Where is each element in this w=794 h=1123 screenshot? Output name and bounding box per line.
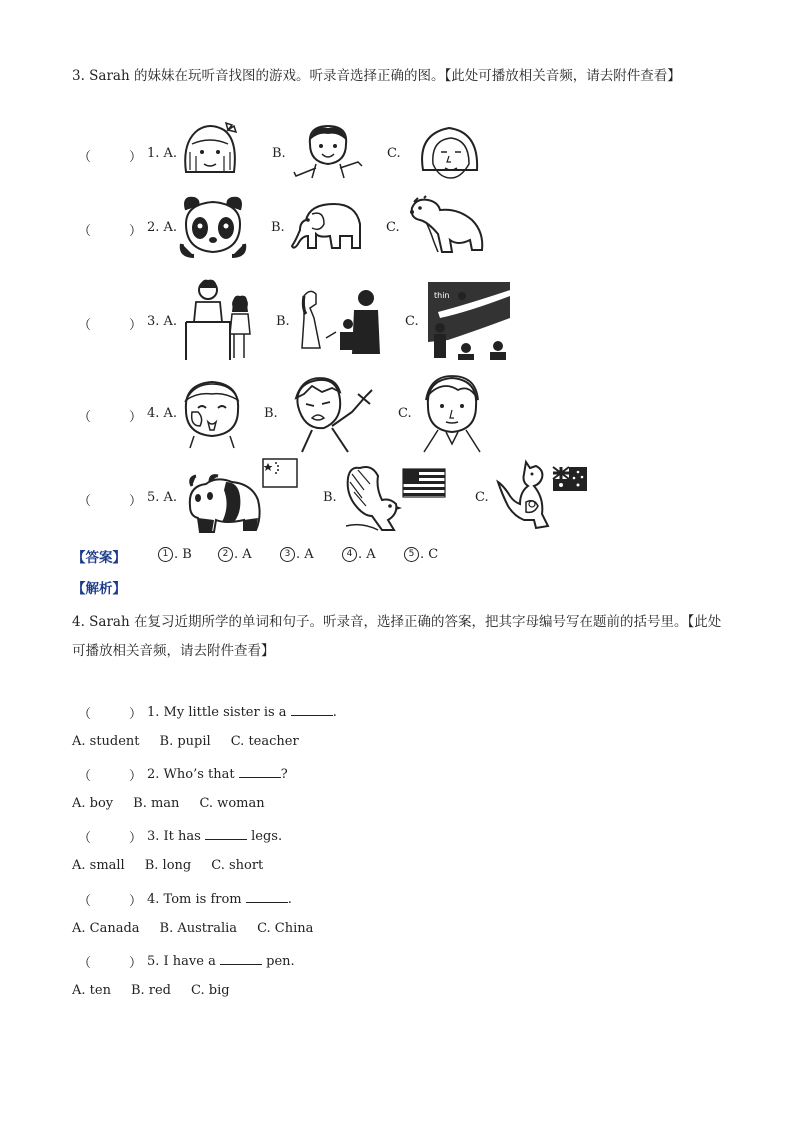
answer-item-1: 1 . B — [158, 547, 192, 562]
woman-and-children-picture — [296, 288, 382, 354]
answer-paren[interactable]: （ ） — [78, 410, 143, 425]
question-4-title: 4. Sarah 在复习近期所学的单词和句子。听录音，选择正确的答案，把其字母编号写在题前的括号里。【此处可播放相关音频，请去附件查看】 — [72, 614, 722, 659]
answer-item-4: 4 . A — [342, 547, 376, 562]
item-number: 4. A. — [147, 406, 178, 421]
photo-thin-man-picture — [428, 282, 510, 360]
boy-crying-picture — [180, 378, 244, 448]
question-sentence: 1. My little sister is a . — [147, 705, 337, 720]
answer-paren[interactable]: （ ） — [78, 831, 143, 846]
question-sentence: 2. Who’s that ? — [147, 767, 288, 782]
item-number: 1. A. — [147, 146, 178, 161]
answer-blank — [246, 890, 288, 903]
answer-paren[interactable]: （ ） — [78, 494, 143, 509]
q3-row-4: （ ） 4. A. B. C. — [0, 372, 794, 452]
usa-flag-icon — [402, 468, 446, 498]
answer-item-2: 2 . A — [218, 547, 252, 562]
q3-row-3: （ ） 3. A. B. C. thin — [0, 276, 794, 356]
panda-picture — [186, 466, 264, 534]
answer-paren[interactable]: （ ） — [78, 707, 143, 722]
answer-blank — [220, 952, 262, 965]
question-3-title: 3. Sarah 的妹妹在玩听音找图的游戏。听录音选择正确的图。【此处可播放相关音频，请去附件查看】 — [72, 68, 681, 84]
question-sentence: 5. I have a pen. — [147, 954, 295, 969]
eagle-picture — [342, 460, 402, 538]
question-sentence: 3. It has legs. — [147, 829, 283, 844]
man-face-picture — [420, 374, 484, 452]
kangaroo-picture — [496, 458, 558, 532]
item-number: 2. A. — [147, 220, 178, 235]
elephant-picture — [290, 200, 364, 252]
q3-row-1: （ ） 1. A. B. C. — [0, 118, 794, 198]
analysis-label: 【解析】 — [72, 581, 126, 597]
answer-label: 【答案】 — [72, 550, 126, 566]
grandma-face-picture — [415, 124, 485, 180]
answer-item-3: 3 . A — [280, 547, 314, 562]
options-line: A. boy B. man C. woman — [72, 796, 265, 811]
q3-row-2: （ ） 2. A. B. C. — [0, 192, 794, 272]
answer-blank — [291, 703, 333, 716]
item-number: 3. A. — [147, 314, 178, 329]
china-flag-icon — [262, 458, 298, 488]
answer-blank — [239, 765, 281, 778]
answer-paren[interactable]: （ ） — [78, 769, 143, 784]
answer-paren[interactable]: （ ） — [78, 894, 143, 909]
answer-blank — [205, 827, 247, 840]
boy-waving-picture — [292, 122, 364, 180]
bear-picture — [408, 196, 486, 256]
photo-caption: thin — [434, 291, 450, 300]
options-line: A. Canada B. Australia C. China — [72, 921, 314, 936]
answer-paren[interactable]: （ ） — [78, 318, 143, 333]
australia-flag-icon — [552, 466, 588, 492]
answer-item-5: 5 . C — [404, 547, 438, 562]
panda-face-picture — [180, 194, 246, 256]
q3-row-5: （ ） 5. A. B. C. — [0, 456, 794, 536]
question-sentence: 4. Tom is from . — [147, 892, 292, 907]
answer-paren[interactable]: （ ） — [78, 150, 143, 165]
teacher-and-girl-picture — [182, 278, 254, 362]
options-line: A. small B. long C. short — [72, 858, 264, 873]
options-line: A. ten B. red C. big — [72, 983, 230, 998]
girl-face-picture — [180, 122, 240, 180]
answer-paren[interactable]: （ ） — [78, 956, 143, 971]
answer-paren[interactable]: （ ） — [78, 224, 143, 239]
item-number: 5. A. — [147, 490, 178, 505]
options-line: A. student B. pupil C. teacher — [72, 734, 299, 749]
man-pointing-picture — [292, 376, 378, 452]
